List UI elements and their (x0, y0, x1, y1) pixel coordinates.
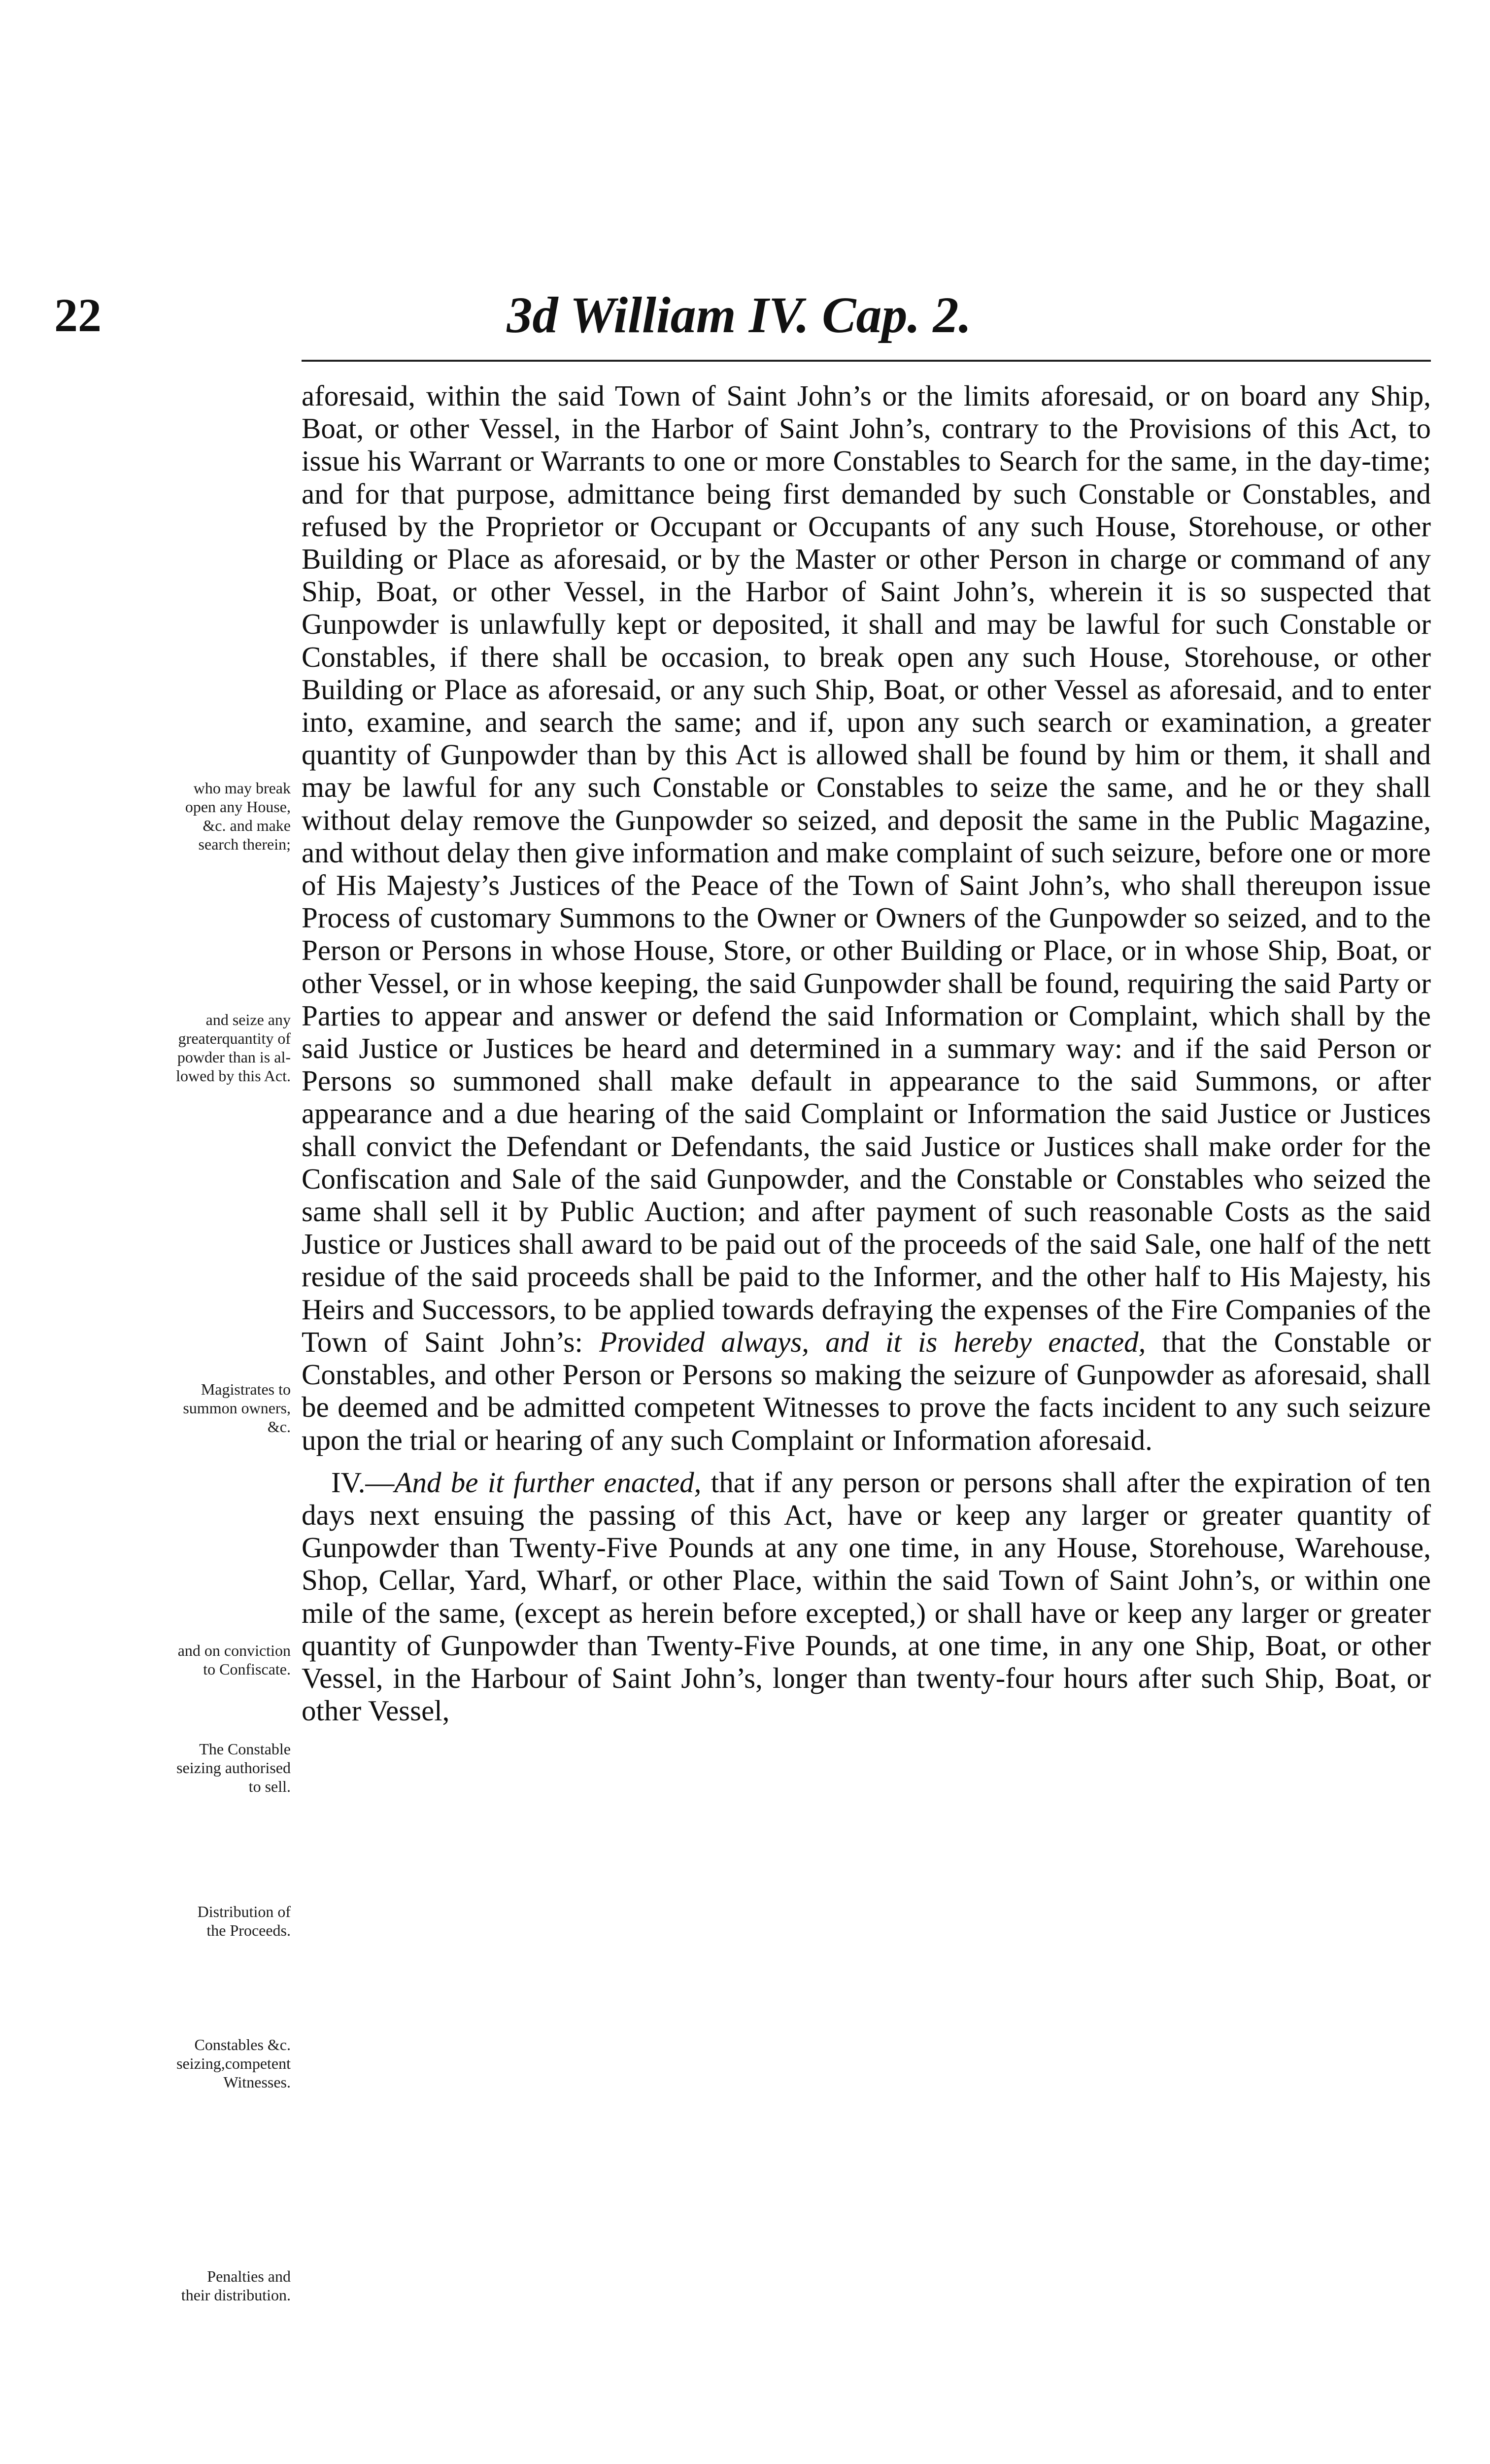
margin-note-penalties: Penalties and their distribution. (181, 2267, 291, 2304)
margin-note-magistrates-summon: Magistrates to summon owners, &c. (183, 1380, 291, 1436)
margin-note-seize-powder: and seize any greaterquantity of powder than is al- lowed by this Act. (176, 1011, 291, 1085)
paragraph-section-iv (302, 1466, 1431, 1727)
margin-note-witnesses: Constables &c. seizing,competent Witnesses. (176, 2036, 291, 2091)
margin-note-distribution: Distribution of the Proceeds. (197, 1903, 291, 1939)
body-text (302, 379, 1431, 1727)
section-number: IV.— (331, 1466, 395, 1499)
paragraph-text: that if any person or persons shall after the expiration of ten days next ensuing the passing of this Act, have or keep any larger or greater quantity of Gunpowder than Twenty-Five Pounds at any one time, in any House, Storehouse, Warehouse, Shop, Cellar, Yard, Wharf, or other Place, within the said Town of Saint John’s, or within one mile of the same, (except as herein before excepted,) or shall have or keep any larger or greater quantity of Gunpowder than Twenty-Five Pounds, at one time, in any one Ship, Boat, or other Vessel, in the Harbour of Saint John’s, longer than twenty-four hours after such Ship, Boat, or other Vessel, (302, 1466, 1431, 1727)
proviso-italic: Provided always, and it is hereby enacted, (599, 1325, 1146, 1358)
margin-note-break-open: who may break open any House, &c. and make search therein; (185, 779, 291, 853)
running-head: 3d William IV. Cap. 2. (507, 287, 972, 343)
margin-note-confiscate: and on conviction to Confiscate. (177, 1642, 291, 1678)
header-rule (302, 360, 1431, 362)
enactment-italic: And be it further enacted, (394, 1466, 702, 1499)
page-number: 22 (54, 289, 102, 342)
paragraph-search-and-seizure (302, 379, 1431, 1456)
margin-note-constable-sell: The Constable seizing authorised to sell. (176, 1740, 291, 1795)
paragraph-text: aforesaid, within the said Town of Saint John’s or the limits aforesaid, or on board any Ship, Boat, or other Vessel, in the Harbor of Saint John’s, contrary to the Provisions of this Act, to issue his Warrant or Warrants to one or more Constables to Search for the same, in the day-time; and for that purpose, admittance being first demanded by such Constable or Constables, and refused by the Proprietor or Occupant or Occupants of any such House, Storehouse, or other Building or Place as aforesaid, or by the Master or other Person in charge or command of any Ship, Boat, or other Vessel, in the Harbor of Saint John’s, wherein it is so suspected that Gunpowder is unlawfully kept or deposited, it shall and may be lawful for such Constable or Constables, if there shall be occasion, to break open any such House, Storehouse, or other Building or Place as aforesaid, or any such Ship, Boat, or other Vessel as aforesaid, and to enter into, examine, and search the same; and if, upon any such search or examination, a greater quantity of Gunpowder than by this Act is allowed shall be found by him or them, it shall and may be lawful for any such Constable or Constables to seize the same, and he or they shall without delay remove the Gunpowder so seized, and deposit the same in the Public Magazine, and without delay then give information and make complaint of such seizure, before one or more of His Majesty’s Justices of the Peace of the Town of Saint John’s, who shall thereupon issue Process of customary Summons to the Owner or Owners of the Gunpowder so seized, and to the Person or Persons in whose House, Store, or other Building or Place, or in whose Ship, Boat, or other Vessel, or in whose keeping, the said Gunpowder shall be found, requiring the said Party or Parties to appear and answer or defend the said Information or Complaint, which shall by the said Justice or Justices be heard and determined in a summary way: and if the said Person or Persons so summoned shall make default in appearance to the said Summons, or after appearance and a due hearing of the said Complaint or Information the said Justice or Justices shall convict the Defendant or Defendants, the said Justice or Justices shall make order for the Confiscation and Sale of the said Gunpowder, and the Constable or Constables who seized the same shall sell it by Public Auction; and after payment of such reasonable Costs as the said Justice or Justices shall award to be paid out of the proceeds of the said Sale, one half of the nett residue of the said proceeds shall be paid to the Informer, and the other half to His Majesty, his Heirs and Successors, to be applied towards defraying the expenses of the Fire Companies of the Town of Saint John’s: (302, 379, 1431, 1358)
paragraph-text-end: that the Constable or Constables, and other Person or Persons so making the seizure of Gunpowder as aforesaid, shall be deemed and be admitted competent Witnesses to prove the facts incident to any such seizure upon the trial or hearing of any such Complaint or Information aforesaid. (302, 1325, 1431, 1456)
margin-notes (74, 0, 291, 2464)
